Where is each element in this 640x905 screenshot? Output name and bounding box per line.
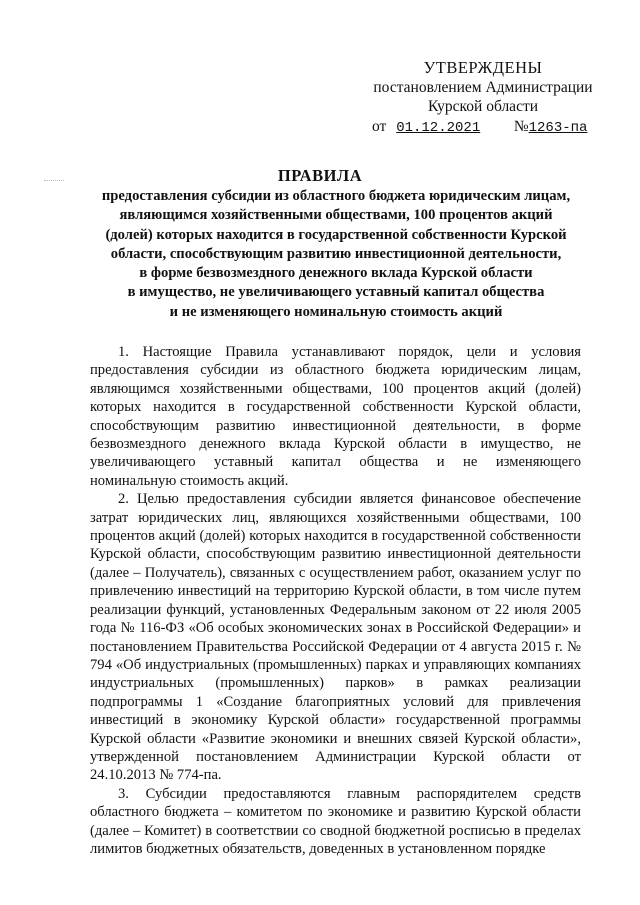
approval-stamp [368, 58, 598, 138]
subtitle-line: и не изменяющего номинальную стоимость акций [169, 303, 503, 320]
approval-date: 01.12.2021 [396, 119, 481, 136]
subtitle-line: в форме безвозмездного денежного вклада Курской области [139, 265, 533, 282]
paragraph-1: 1. Настоящие Правила устанавливают порядок, цели и условия предоставления субсидии из областного бюджета юридическим лицам, являющимся хозяйственными обществами, 100 процентов акций (долей) которых находится в государственной собственности Курской области, способствующим развитию инвестиционной деятельности, в форме безвозмездного денежного вклада Курской области в имущество, не увеличивающего уставный капитал общества и не изменяющего номинальную стоимость акций. [90, 344, 581, 489]
paragraph-3: 3. Субсидии предоставляются главным распорядителем средств областного бюджета – комитетом по экономике и развитию Курской области (далее – Комитет) в соответствии со сводной бюджетной росписью в пределах лимитов бюджетных обязательств, доведенных в установленном порядке [90, 785, 581, 857]
number-prefix: № [513, 117, 529, 135]
paragraph-2: 2. Целью предоставления субсидии является финансовое обеспечение затрат юридических лиц, являющихся хозяйственными обществами, 100 процентов акций (долей) которых находится в государственной собственности Курской области, способствующим развитию инвестиционной деятельности (далее – Получатель), связанных с осуществлением работ, оказанием услуг по привлечению инвестиций на территорию Курской области, в том числе путем реализации функций, установленных Федеральным законом от 22 июля 2005 года № 116-ФЗ «Об особых экономических зонах в Российской Федерации» и постановлением Правительства Российской Федерации от 4 августа 2015 г. № 794 «Об индустриальных (промышленных) парках и управляющих компаниях индустриальных (промышленных) парков» в рамках реализации подпрограммы 1 «Создание благоприятных условий для привлечения инвестиций в экономику Курской области» государственной программы Курской области «Развитие экономики и внешних связей Курской области», утвержденной постановлением Администрации Курской области от 24.10.2013 № 774-па. [90, 491, 581, 784]
approval-line-2: Курской области [427, 98, 539, 115]
approval-date-line [368, 117, 598, 139]
approval-title: УТВЕРЖДЕНЫ [423, 58, 543, 77]
subtitle-line: области, способствующим развитию инвестиционной деятельности, [110, 245, 562, 262]
subtitle-line: (долей) которых находится в государственной собственности Курской [105, 226, 567, 243]
subtitle-line: предоставления субсидии из областного бюджета юридическим лицам, [101, 188, 571, 204]
document-body [90, 343, 581, 858]
date-prefix: от [372, 117, 387, 135]
subtitle-line: являющимся хозяйственными обществами, 100 процентов акций [119, 207, 553, 224]
subtitle-line: в имущество, не увеличивающего уставный капитал общества [127, 284, 545, 301]
approval-number: 1263-па [528, 119, 588, 136]
document-title: ПРАВИЛА [277, 166, 363, 185]
document-subtitle [86, 187, 586, 322]
approval-line-1: постановлением Администрации [373, 78, 593, 96]
